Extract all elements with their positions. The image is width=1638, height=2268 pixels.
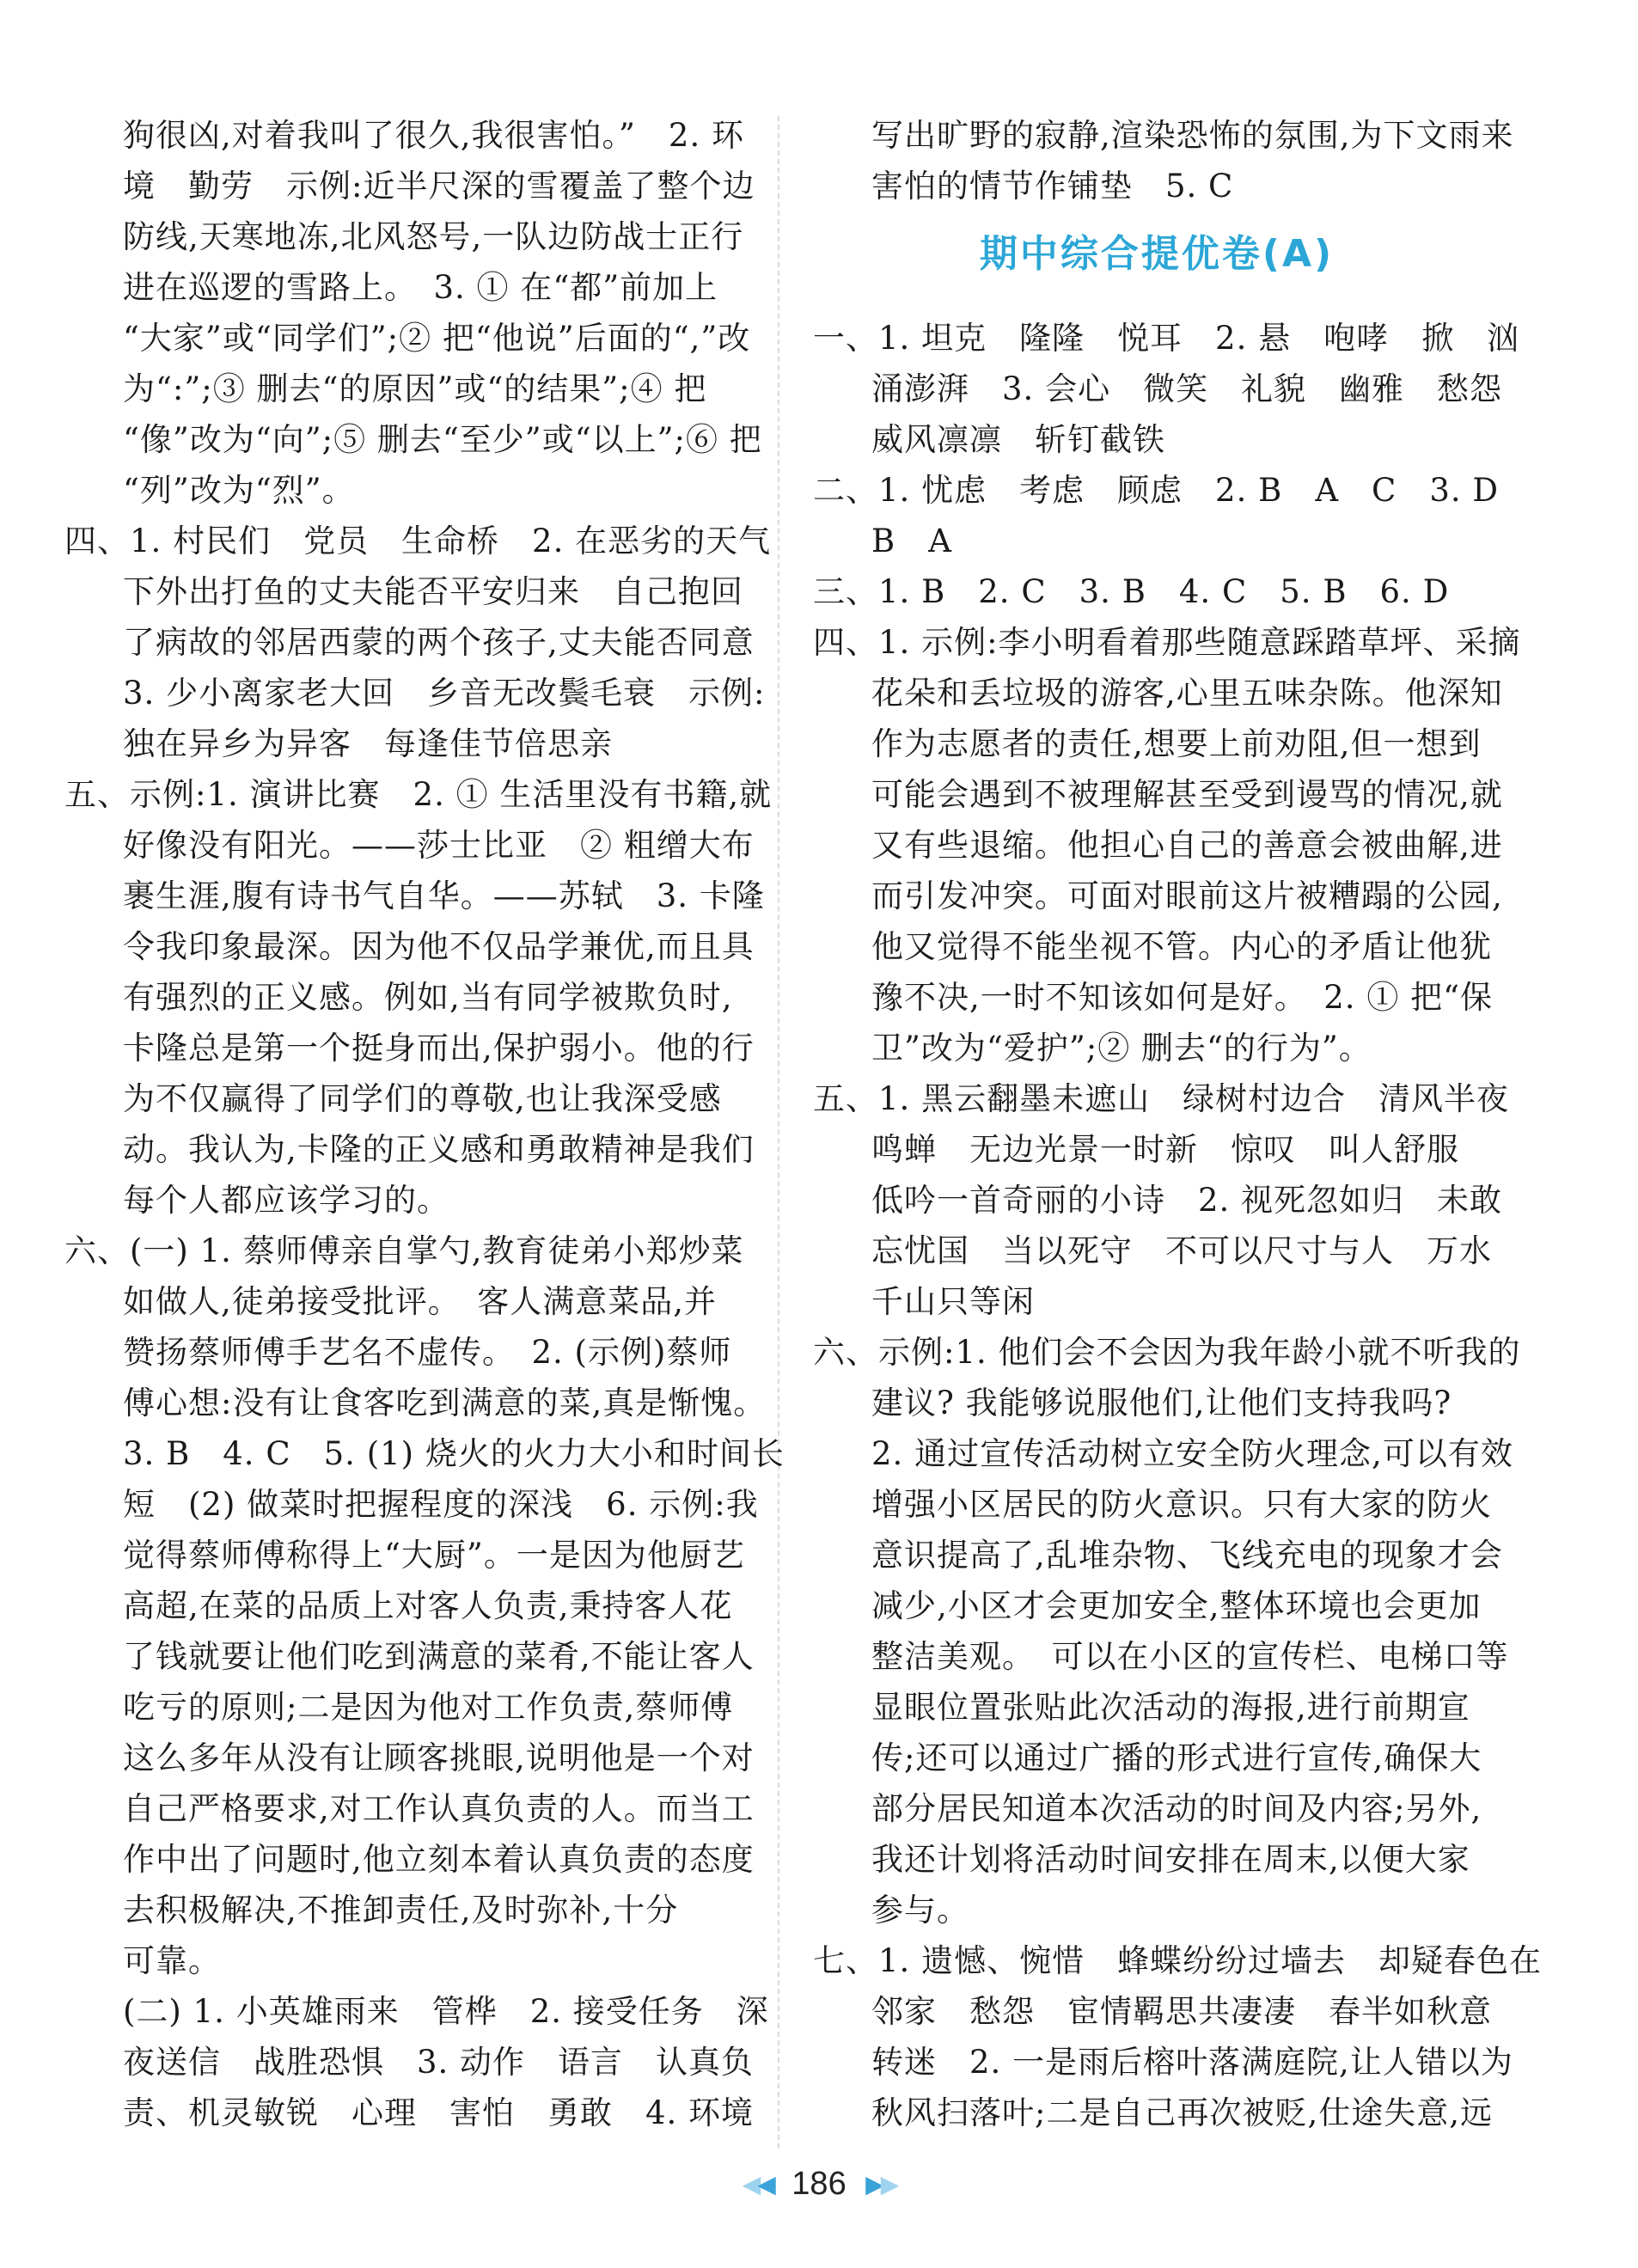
text-line: 了钱就要让他们吃到满意的菜肴,不能让客人 xyxy=(123,1638,755,1675)
next-arrow-icon: ▶ xyxy=(865,2171,881,2198)
text-line: 建议? 我能够说服他们,让他们支持我吗? xyxy=(871,1385,1452,1421)
text-line: 低吟一首奇丽的小诗 2. 视死忽如归 未敢 xyxy=(871,1182,1503,1219)
text-line: 好像没有阳光。——莎士比亚 ② 粗缯大布 xyxy=(123,827,755,864)
text-line: 这么多年从没有让顾客挑眼,说明他是一个对 xyxy=(123,1739,755,1776)
text-line: 他又觉得不能坐视不管。内心的矛盾让他犹 xyxy=(871,928,1492,965)
text-line: 卡隆总是第一个挺身而出,保护弱小。他的行 xyxy=(123,1030,755,1067)
text-line: 豫不决,一时不知该如何是好。 2. ① 把“保 xyxy=(871,979,1493,1016)
text-line: 害怕的情节作铺垫 5. C xyxy=(871,168,1234,205)
text-line: 为不仅赢得了同学们的尊敬,也让我深受感 xyxy=(123,1080,722,1117)
text-line: “大家”或“同学们”;② 把“他说”后面的“,”改 xyxy=(123,320,751,357)
text-line: 防线,天寒地冻,北风怒号,一队边防战士正行 xyxy=(123,218,744,255)
text-line: 去积极解决,不推卸责任,及时弥补,十分 xyxy=(123,1892,679,1929)
text-line: 裹生涯,腹有诗书气自华。——苏轼 3. 卡隆 xyxy=(123,877,765,914)
text-line: B A xyxy=(871,523,952,559)
text-line: 可靠。 xyxy=(123,1942,221,1979)
text-line: 而引发冲突。可面对眼前这片被糟蹋的公园, xyxy=(871,877,1503,914)
text-line: 传;还可以通过广播的形式进行宣传,确保大 xyxy=(871,1739,1482,1776)
text-line: 2. 通过宣传活动树立安全防火理念,可以有效 xyxy=(871,1435,1513,1472)
page-title: 期中综合提优卷(A) xyxy=(979,232,1335,276)
text-line: 整洁美观。 可以在小区的宣传栏、电梯口等 xyxy=(871,1638,1509,1675)
text-line: 增强小区居民的防火意识。只有大家的防火 xyxy=(871,1486,1492,1523)
text-line: 作为志愿者的责任,想要上前劝阻,但一想到 xyxy=(871,725,1482,762)
page-footer xyxy=(0,2166,1638,2203)
text-line: 有强烈的正义感。例如,当有同学被欺负时, xyxy=(123,979,733,1016)
page-number: 186 xyxy=(791,2166,847,2202)
section-start-line: 四、1. 示例:李小明看着那些随意踩踏草坪、采摘 xyxy=(813,624,1521,661)
text-line: 部分居民知道本次活动的时间及内容;另外, xyxy=(871,1790,1482,1827)
section-start-line: 四、1. 村民们 党员 生命桥 2. 在恶劣的天气 xyxy=(64,523,772,559)
text-line: (二) 1. 小英雄雨来 管桦 2. 接受任务 深 xyxy=(123,1993,769,2030)
right-column-top xyxy=(813,110,1514,211)
text-line: 涌澎湃 3. 会心 微笑 礼貌 幽雅 愁怨 xyxy=(871,370,1503,407)
text-line: 自己严格要求,对工作认真负责的人。而当工 xyxy=(123,1790,755,1827)
text-line: 邻家 愁怨 宦情羁思共凄凄 春半如秋意 xyxy=(871,1993,1492,2030)
text-line: 了病故的邻居西蒙的两个孩子,丈夫能否同意 xyxy=(123,624,755,661)
section-start-line: 七、1. 遗憾、惋惜 蜂蝶纷纷过墙去 却疑春色在 xyxy=(813,1942,1543,1979)
text-line: 责、机灵敏锐 心理 害怕 勇敢 4. 环境 xyxy=(123,2094,755,2131)
section-start-line: 六、(一) 1. 蔡师傅亲自掌勺,教育徒弟小郑炒菜 xyxy=(64,1232,744,1269)
text-line: 境 勤劳 示例:近半尺深的雪覆盖了整个边 xyxy=(123,168,755,205)
text-line: 意识提高了,乱堆杂物、飞线充电的现象才会 xyxy=(871,1537,1503,1574)
section-start-line: 六、示例:1. 他们会不会因为我年龄小就不听我的 xyxy=(813,1334,1521,1371)
prev-arrow-icon: ◀ xyxy=(757,2171,773,2198)
text-line: “列”改为“烈”。 xyxy=(123,472,355,509)
text-line: 鸣蝉 无边光景一时新 惊叹 叫人舒服 xyxy=(871,1131,1459,1168)
text-line: 夜送信 战胜恐惧 3. 动作 语言 认真负 xyxy=(123,2044,755,2081)
text-line: 每个人都应该学习的。 xyxy=(123,1182,449,1219)
section-start-line: 三、1. B 2. C 3. B 4. C 5. B 6. D xyxy=(813,573,1450,610)
text-line: 如做人,徒弟接受批评。 客人满意菜品,并 xyxy=(123,1283,718,1320)
section-start-line: 一、1. 坦克 隆隆 悦耳 2. 悬 咆哮 掀 汹 xyxy=(813,320,1520,357)
right-column xyxy=(813,313,1543,2138)
section-start-line: 五、1. 黑云翻墨未遮山 绿树村边合 清风半夜 xyxy=(813,1080,1510,1117)
text-line: 3. 少小离家老大回 乡音无改鬓毛衰 示例: xyxy=(123,675,766,712)
text-line: 转迷 2. 一是雨后榕叶落满庭院,让人错以为 xyxy=(871,2044,1513,2081)
text-line: 短 (2) 做菜时把握程度的深浅 6. 示例:我 xyxy=(123,1486,759,1523)
text-line: 下外出打鱼的丈夫能否平安归来 自己抱回 xyxy=(123,573,743,610)
column-divider xyxy=(778,116,779,2149)
text-line: 千山只等闲 xyxy=(871,1283,1035,1320)
text-line: 高超,在菜的品质上对客人负责,秉持客人花 xyxy=(123,1587,733,1624)
text-line: 傅心想:没有让食客吃到满意的菜,真是惭愧。 xyxy=(123,1385,767,1421)
text-line: 我还计划将活动时间安排在周末,以便大家 xyxy=(871,1841,1470,1878)
text-line: 吃亏的原则;二是因为他对工作负责,蔡师傅 xyxy=(123,1689,734,1726)
text-line: 进在巡逻的雪路上。 3. ① 在“都”前加上 xyxy=(123,269,718,306)
text-line: 减少,小区才会更加安全,整体环境也会更加 xyxy=(871,1587,1482,1624)
section-start-line: 二、1. 忧虑 考虑 顾虑 2. B A C 3. D xyxy=(813,472,1500,509)
text-line: 狗很凶,对着我叫了很久,我很害怕。” 2. 环 xyxy=(123,117,744,154)
text-line: 显眼位置张贴此次活动的海报,进行前期宣 xyxy=(871,1689,1470,1726)
text-line: 3. B 4. C 5. (1) 烧火的火力大小和时间长 xyxy=(123,1435,785,1472)
text-line: 秋风扫落叶;二是自己再次被贬,仕途失意,远 xyxy=(871,2094,1493,2131)
text-line: 卫”改为“爱护”;② 删去“的行为”。 xyxy=(871,1030,1372,1067)
section-start-line: 五、示例:1. 演讲比赛 2. ① 生活里没有书籍,就 xyxy=(64,776,773,813)
text-line: 花朵和丢垃圾的游客,心里五味杂陈。他深知 xyxy=(871,675,1503,712)
text-line: 为“:”;③ 删去“的原因”或“的结果”;④ 把 xyxy=(123,370,707,407)
text-line: 威风凛凛 斩钉截铁 xyxy=(871,421,1165,458)
left-column xyxy=(64,110,785,2138)
next-arrow-light-icon: ▶ xyxy=(880,2171,896,2198)
text-line: 参与。 xyxy=(871,1892,969,1929)
text-line: 写出旷野的寂静,渲染恐怖的氛围,为下文雨来 xyxy=(871,117,1514,154)
text-line: 又有些退缩。他担心自己的善意会被曲解,进 xyxy=(871,827,1503,864)
prev-arrow-light-icon: ◀ xyxy=(742,2171,758,2198)
text-line: 独在异乡为异客 每逢佳节倍思亲 xyxy=(123,725,613,762)
text-line: 令我印象最深。因为他不仅品学兼优,而且具 xyxy=(123,928,755,965)
text-line: 作中出了问题时,他立刻本着认真负责的态度 xyxy=(123,1841,755,1878)
text-line: 可能会遇到不被理解甚至受到谩骂的情况,就 xyxy=(871,776,1503,813)
text-line: 动。我认为,卡隆的正义感和勇敢精神是我们 xyxy=(123,1131,755,1168)
text-line: 赞扬蔡师傅手艺名不虚传。 2. (示例)蔡师 xyxy=(123,1334,732,1371)
text-line: 忘忧国 当以死守 不可以尺寸与人 万水 xyxy=(871,1232,1492,1269)
text-line: 觉得蔡师傅称得上“大厨”。一是因为他厨艺 xyxy=(123,1537,745,1574)
text-line: “像”改为“向”;⑤ 删去“至少”或“以上”;⑥ 把 xyxy=(123,421,762,458)
